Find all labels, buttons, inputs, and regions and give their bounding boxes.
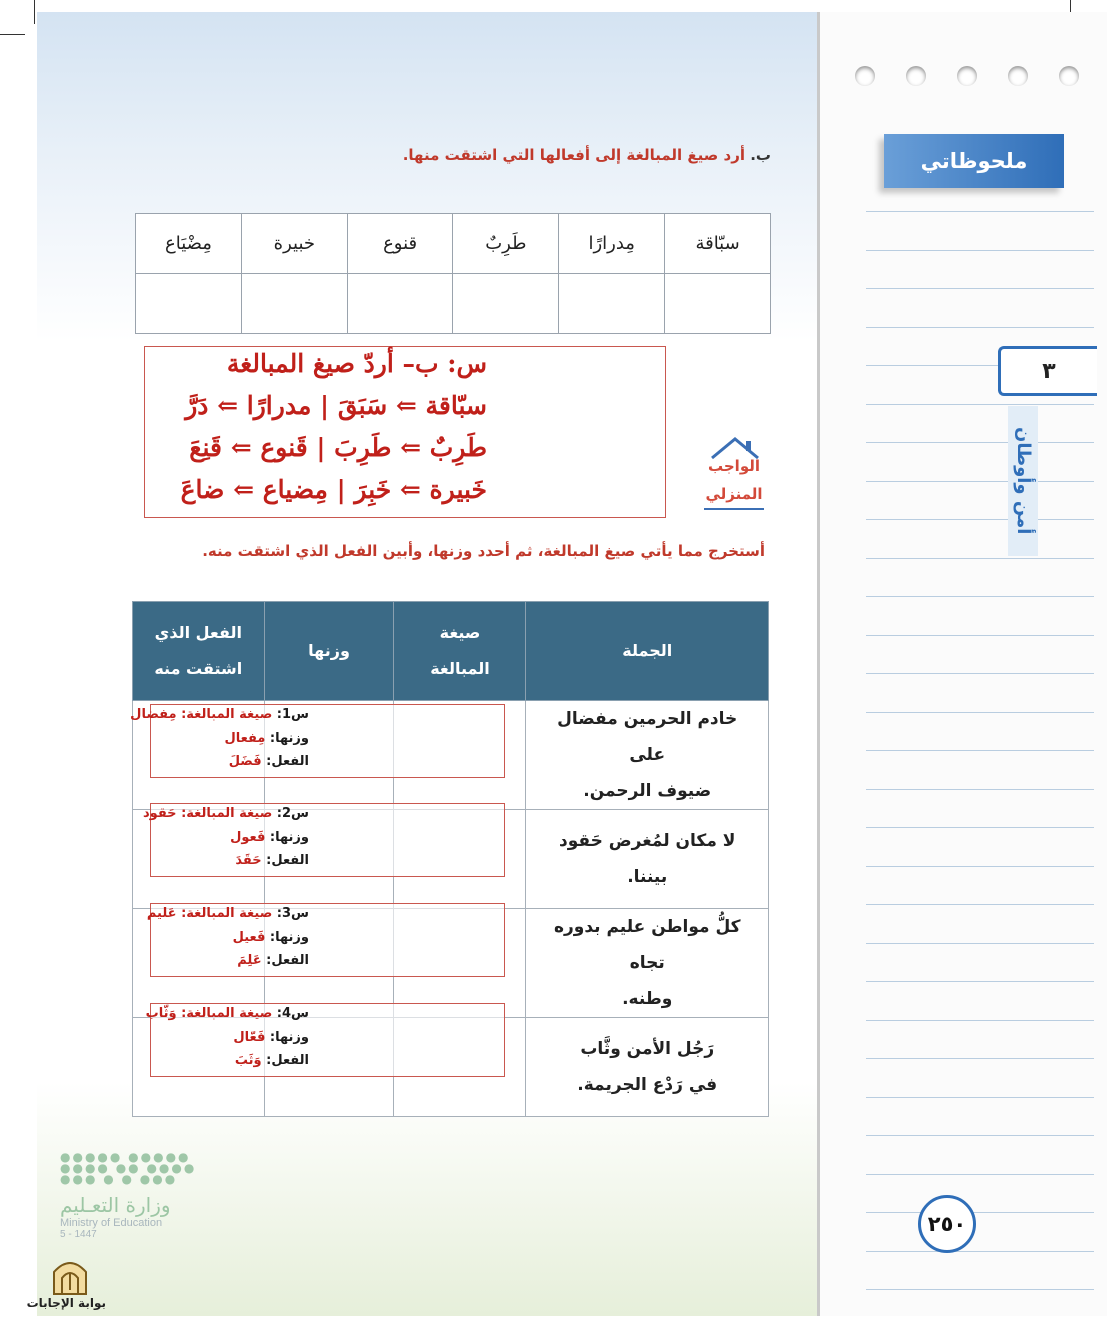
note-line <box>866 866 1094 867</box>
answer-label: الفعل: <box>266 853 309 868</box>
word-cell: مِدرارًا <box>559 214 665 274</box>
answer-overlay <box>146 903 505 977</box>
ministry-name-en: Ministry of Education <box>60 1217 163 1229</box>
note-line <box>866 481 1094 482</box>
note-line <box>866 211 1094 212</box>
sentence-text: وطنه. <box>622 989 673 1009</box>
exercise-b-table <box>135 213 771 334</box>
unit-title: أمن وأوطان <box>1008 406 1038 556</box>
answer-num: س4: <box>276 1006 309 1021</box>
crop-mark <box>0 34 25 35</box>
answer-line <box>151 930 309 945</box>
answer-label: صيغة المبالغة: <box>181 806 273 821</box>
binder-hole-icon <box>1008 66 1028 86</box>
exercise-b-text: أرد صيغ المبالغة إلى أفعالها التي اشتقت منها. <box>402 146 745 164</box>
answer-label: وزنها: <box>269 1030 309 1045</box>
answer-b-line: سبّاقة ⇐ سَبَقَ | مدرارًا ⇐ دَرَّ <box>185 391 487 420</box>
answer-cell[interactable] <box>241 274 347 334</box>
answer-cell[interactable] <box>665 274 771 334</box>
answer-line <box>130 707 309 722</box>
answer-line <box>143 806 309 821</box>
answer-label: وزنها: <box>269 930 309 945</box>
answer-num: س3: <box>276 906 309 921</box>
note-line <box>866 827 1094 828</box>
note-line <box>866 1020 1094 1021</box>
answer-cell[interactable] <box>136 274 242 334</box>
word-cell: طَرِبٌ <box>453 214 559 274</box>
answer-num: س1: <box>276 707 309 722</box>
table-row <box>136 274 771 334</box>
table-header-row <box>133 602 769 701</box>
exercise-b-label: ب. <box>750 146 771 164</box>
homework-label: المنزلي <box>704 480 764 510</box>
portal-logo <box>26 1256 106 1310</box>
sentence-text: لا مكان لمُغرض حَقود بيننا. <box>559 831 736 887</box>
header-form <box>394 602 526 701</box>
answer-form: وَثّاب <box>145 1006 177 1021</box>
sentence-cell <box>526 810 769 909</box>
answer-overlay <box>143 803 505 877</box>
page-number: ٢٥٠ <box>918 1195 976 1253</box>
answer-cell[interactable] <box>347 274 453 334</box>
note-line <box>866 712 1094 713</box>
sentence-cell <box>526 1018 769 1117</box>
answer-line <box>145 1006 309 1021</box>
sentence-text: كلُّ مواطن عليم بدوره تجاه <box>553 917 741 973</box>
answer-label: صيغة المبالغة: <box>181 707 273 722</box>
note-line <box>866 519 1094 520</box>
note-line <box>866 327 1094 328</box>
exercise-b-instruction <box>403 146 771 164</box>
header-text: اشتقت منه <box>154 659 243 678</box>
note-line <box>866 673 1094 674</box>
header-text: وزنها <box>308 641 350 660</box>
sentence-cell <box>526 701 769 810</box>
notes-column <box>817 12 1107 1316</box>
sentence-text: خادم الحرمين مفضال على <box>557 709 738 765</box>
table-row <box>136 214 771 274</box>
portal-name: بوابة الإجابات <box>26 1296 106 1310</box>
homework-badge <box>704 436 764 516</box>
answer-form: عَليم <box>146 906 177 921</box>
answer-line <box>151 830 309 845</box>
answer-line <box>151 953 309 968</box>
sentence-cell <box>526 909 769 1018</box>
word-cell: خبيرة <box>241 214 347 274</box>
answer-weight: فَعول <box>230 830 266 845</box>
binder-hole-icon <box>855 66 875 86</box>
unit-number: ٣ <box>998 346 1097 396</box>
note-line <box>866 1251 1094 1252</box>
note-line <box>866 750 1094 751</box>
note-line <box>866 404 1094 405</box>
answer-label: الفعل: <box>266 1053 309 1068</box>
sentence-text: في رَدْع الجريمة. <box>577 1075 718 1095</box>
crop-mark <box>34 0 35 24</box>
answer-label: وزنها: <box>269 830 309 845</box>
note-line <box>866 1174 1094 1175</box>
answer-weight: فَعيل <box>232 930 266 945</box>
answer-overlay <box>130 704 505 778</box>
answer-line <box>146 906 309 921</box>
answer-weight: فَعّال <box>233 1030 266 1045</box>
ministry-logo <box>60 1152 210 1240</box>
answer-verb: وَثَبَ <box>234 1053 262 1068</box>
note-line <box>866 1058 1094 1059</box>
answer-verb: فَضَلَ <box>228 754 262 769</box>
answer-verb: حَقَدَ <box>235 853 262 868</box>
note-line <box>866 596 1094 597</box>
note-line <box>866 1135 1094 1136</box>
header-verb <box>133 602 265 701</box>
notes-title: ملحوظاتي <box>884 134 1064 188</box>
word-cell: سبّاقة <box>665 214 771 274</box>
word-cell: مِضْيَاع <box>136 214 242 274</box>
ministry-name-ar: وزارة التعـليم <box>60 1193 171 1217</box>
note-line <box>866 943 1094 944</box>
note-line <box>866 981 1094 982</box>
word-cell: قنوع <box>347 214 453 274</box>
answer-weight: مِفعال <box>224 731 266 746</box>
answer-label: الفعل: <box>266 953 309 968</box>
answer-cell[interactable] <box>453 274 559 334</box>
note-line <box>866 442 1094 443</box>
header-weight <box>264 602 394 701</box>
answer-form: حَقود <box>143 806 177 821</box>
header-text: صيغة <box>439 623 481 642</box>
binder-hole-icon <box>1059 66 1079 86</box>
answer-line <box>151 853 309 868</box>
binder-hole-icon <box>957 66 977 86</box>
answer-label: صيغة المبالغة: <box>181 1006 273 1021</box>
answer-form: مِفضال <box>130 707 177 722</box>
note-line <box>866 904 1094 905</box>
answer-num: س2: <box>276 806 309 821</box>
header-text: الجملة <box>622 641 673 660</box>
answer-verb: عَلِمَ <box>237 953 262 968</box>
answer-line <box>151 1053 309 1068</box>
ministry-logo-dots-icon: ●●●●● ●●●●● ●●●● ●● ●●●● ●●● ● ● ●●● <box>60 1150 197 1186</box>
answer-b-line: طَرِبٌ ⇐ طَرِبَ | قَنوع ⇐ قَنِعَ <box>189 433 487 462</box>
note-line <box>866 1289 1094 1290</box>
note-line <box>866 789 1094 790</box>
answer-b-box <box>144 346 666 518</box>
answer-line <box>151 754 309 769</box>
sentence-text: رَجُل الأمن وثَّاب <box>580 1039 715 1059</box>
answer-b-title: س: ب– أردّ صيغ المبالغة <box>226 349 487 378</box>
answer-line <box>151 1030 309 1045</box>
sentence-text: ضيوف الرحمن. <box>583 781 712 801</box>
note-line <box>866 1097 1094 1098</box>
binder-hole-icon <box>906 66 926 86</box>
note-line <box>866 288 1094 289</box>
header-sentence <box>526 602 769 701</box>
note-line <box>866 1212 1094 1213</box>
answer-overlay <box>145 1003 505 1077</box>
answer-label: الفعل: <box>266 754 309 769</box>
mosque-icon <box>48 1256 92 1296</box>
answer-label: صيغة المبالغة: <box>181 906 273 921</box>
note-line <box>866 250 1094 251</box>
answer-label: وزنها: <box>269 731 309 746</box>
edition-year: 5 - 1447 <box>60 1229 97 1240</box>
exercise-c-instruction: أستخرج مما يأتي صيغ المبالغة، ثم أحدد وزنها، وأبين الفعل الذي اشتقت منه. <box>202 542 765 560</box>
answer-cell[interactable] <box>559 274 665 334</box>
note-line <box>866 558 1094 559</box>
header-text: المبالغة <box>430 659 490 678</box>
answer-b-line: خَبيرة ⇐ خَبِرَ | مِضياع ⇐ ضاعَ <box>180 475 487 504</box>
answer-line <box>151 731 309 746</box>
homework-label: الواجب <box>707 457 760 475</box>
header-text: الفعل الذي <box>154 623 242 642</box>
note-line <box>866 635 1094 636</box>
